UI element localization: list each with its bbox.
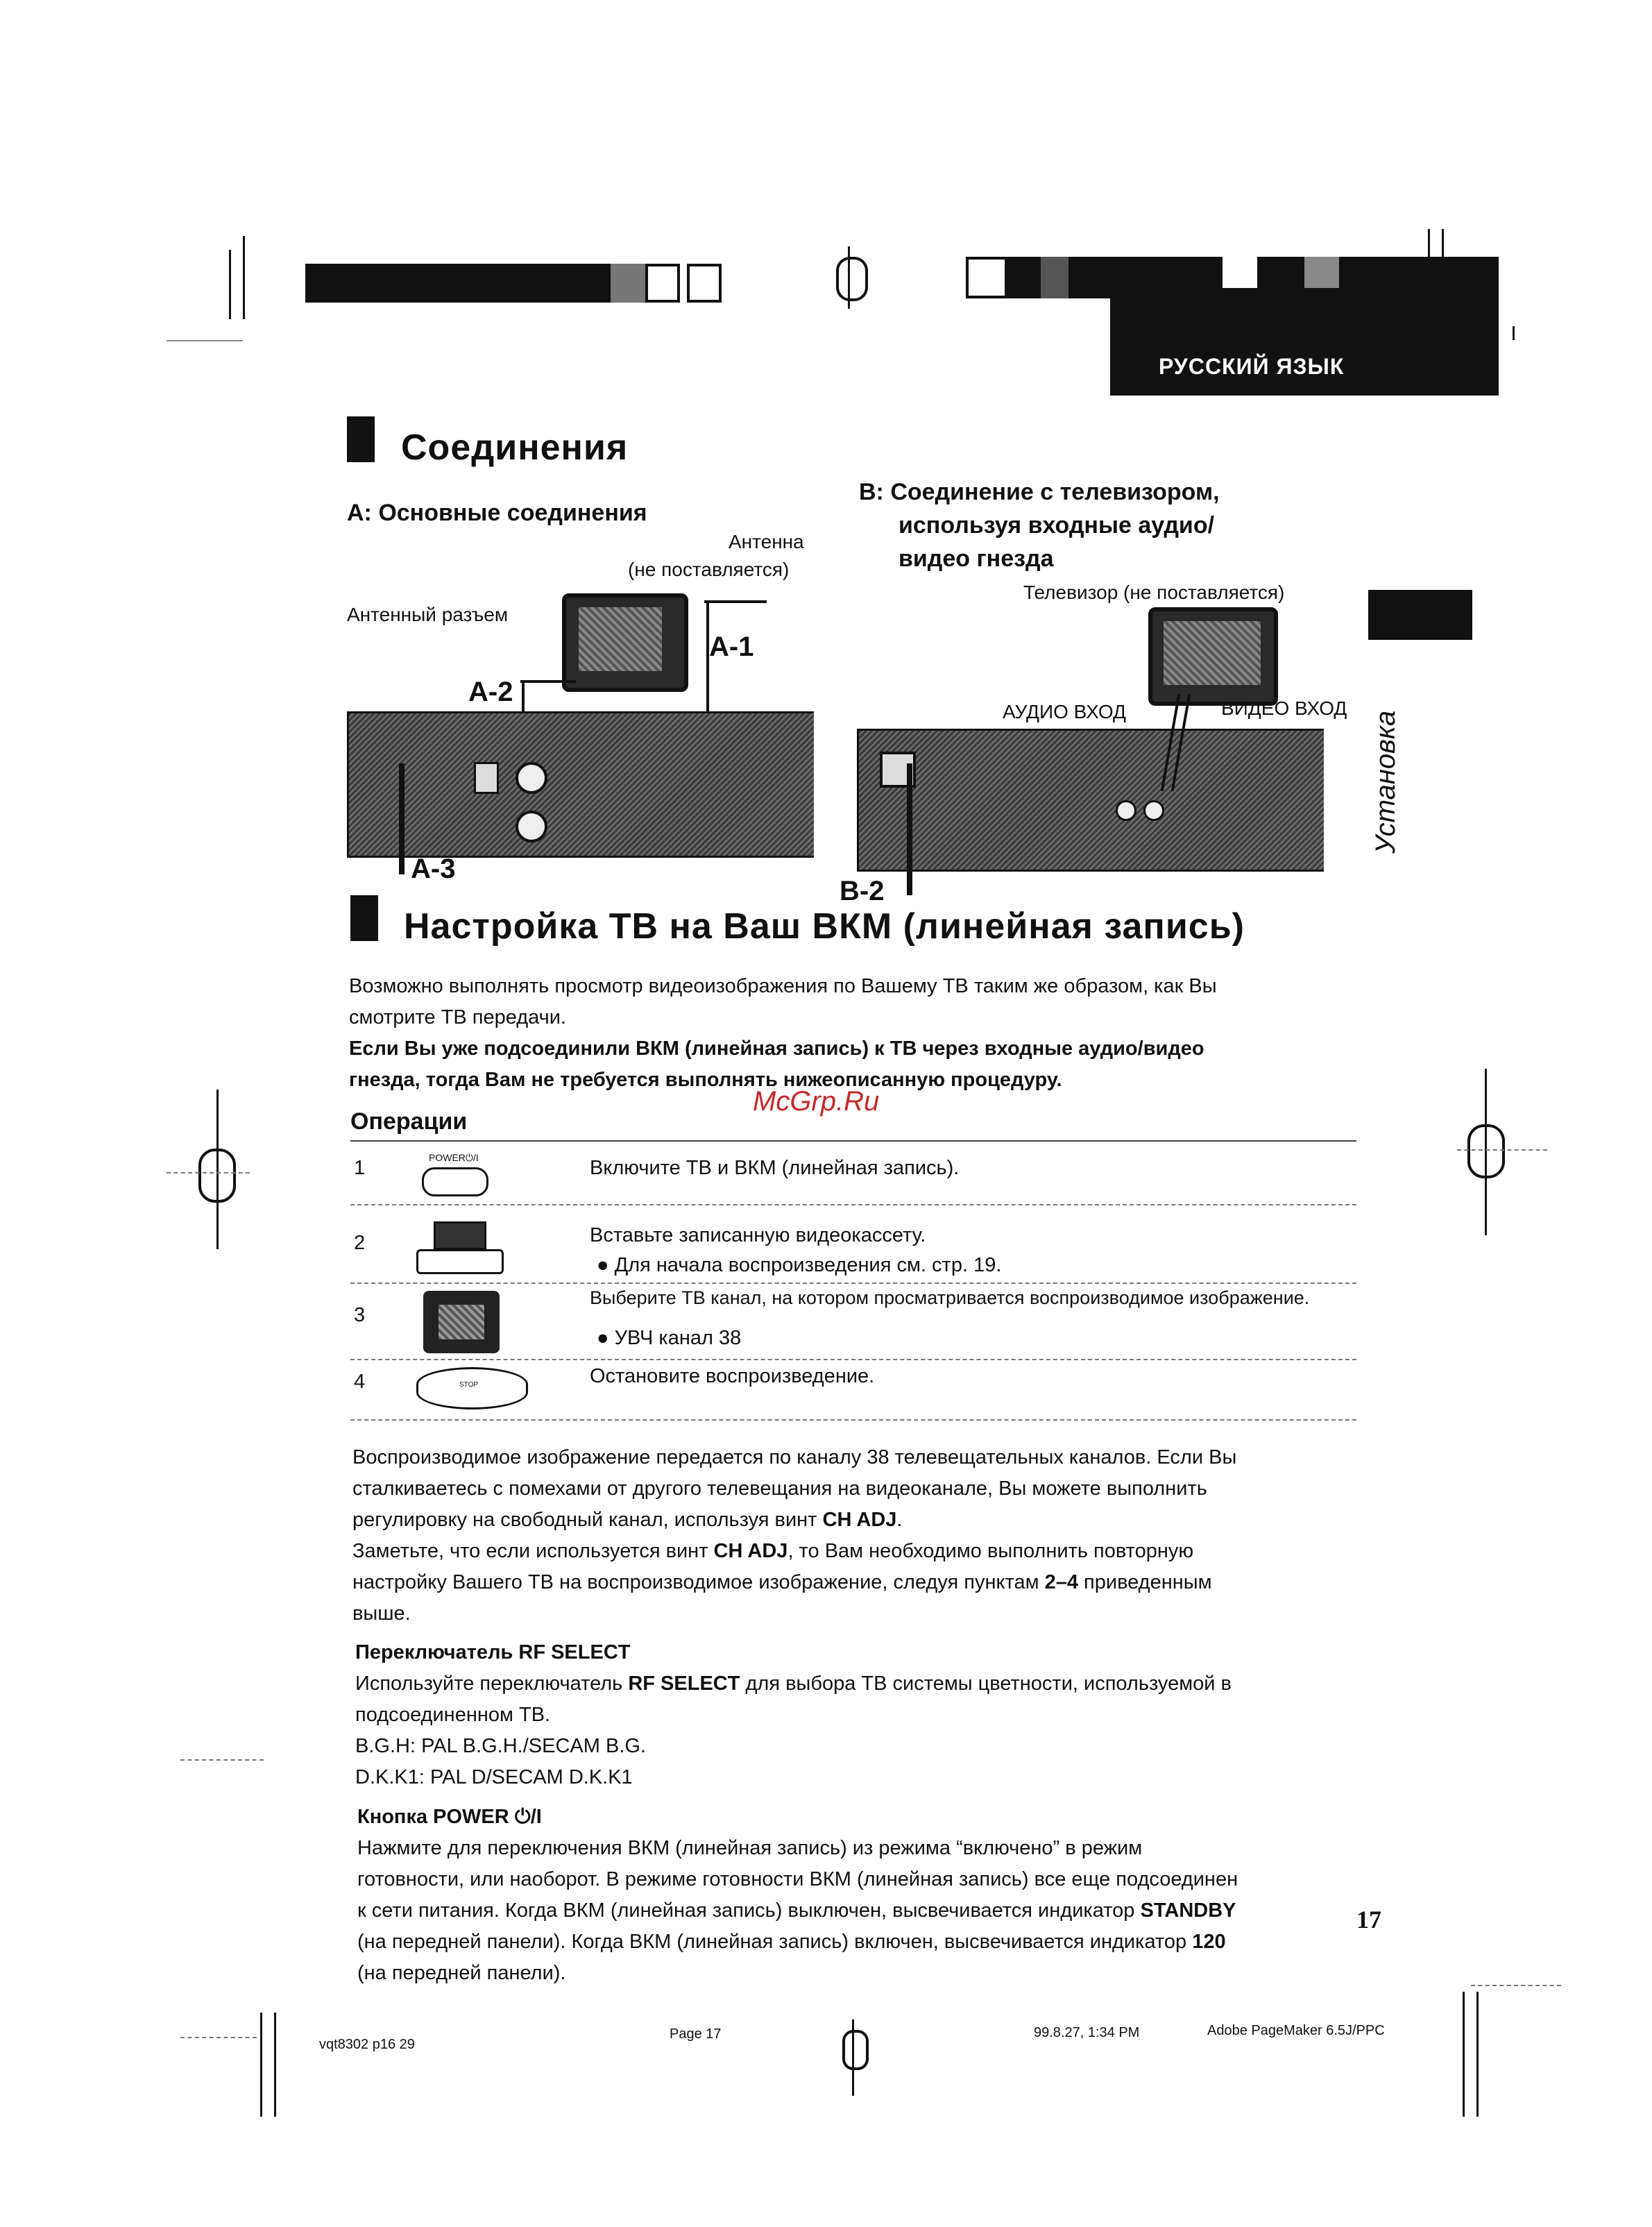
cable-b2 [907,763,912,895]
text-span: 120 [1192,1931,1226,1953]
rf-out-jack [516,762,547,794]
stop-label: STOP [459,1381,479,1389]
tv-screen-image [438,1305,484,1339]
power-button-icon [416,1152,493,1195]
cassette-insert-icon [416,1218,500,1273]
text-span: Используйте переключатель [355,1673,629,1695]
watermark: McGrp.Ru [753,1086,880,1117]
text-span: приведенным [1078,1571,1212,1593]
text-span: , то Вам необходимо выполнить повторную [787,1540,1194,1562]
density-patch [966,257,1007,298]
paragraph-line [357,1895,1236,1927]
density-patch [687,264,722,303]
paragraph-line: выше. [352,1602,411,1625]
tv-screen-icon [423,1291,500,1353]
step-text: Включите ТВ и ВКМ (линейная запись). [590,1157,960,1179]
step-text: Вставьте записанную видеокассету. [590,1224,926,1246]
text-span: CH ADJ [822,1509,897,1531]
text-span: RF SELECT [628,1673,740,1695]
text-span: настройку Вашего ТВ на воспроизводимое изображение, следуя пунктам [352,1571,1045,1593]
footer-file: vqt8302 p16 29 [319,2037,415,2052]
footer-page: Page 17 [670,2026,722,2042]
rf-select-title: Переключатель RF SELECT [355,1641,631,1663]
cassette-shape [434,1221,486,1250]
paragraph-line: сталкиваетесь с помехами от другого телевещания на видеоканале, Вы можете выполнить [352,1477,1207,1500]
paragraph-line: подсоединенном ТВ. [355,1704,551,1726]
density-patch [1041,257,1068,298]
crop-mark [1476,1992,1479,2117]
crop-mark [260,2013,262,2117]
tv-label: Телевизор (не поставляется) [1023,582,1285,603]
language-tab-label: РУССКИЙ ЯЗЫК [1159,354,1345,379]
step-number: 4 [354,1371,366,1393]
text-span: к сети питания. Когда ВКМ (линейная запись) выключен, высвечивается индикатор [357,1899,1141,1922]
crop-mark [167,340,243,341]
footer-app: Adobe PageMaker 6.5J/PPC [1207,2023,1385,2038]
label-a2: A-2 [468,677,513,707]
text-span: STANDBY [1140,1899,1236,1922]
antenna-icon [704,600,767,610]
crop-mark [216,1090,219,1249]
crop-mark [1463,1992,1465,2117]
table-rule [350,1140,1356,1142]
registration-mark [836,257,868,301]
crop-mark [1471,1985,1561,1986]
table-rule [350,1282,1356,1284]
text-span: для выбора ТВ системы цветности, используемой в [740,1673,1232,1695]
crop-mark [1485,1069,1487,1235]
step-text: Выберите ТВ канал, на котором просматривается воспроизводимое изображение. [590,1287,1310,1308]
note-line: Если Вы уже подсоединили ВКМ (линейная запись) к ТВ через входные аудио/видео [349,1038,1204,1060]
antenna-socket-label: Антенный разъем [347,604,509,625]
part-b-title-2: используя входные аудио/ [899,512,1215,539]
paragraph-line [352,1566,1212,1599]
vcr-connector [474,762,499,794]
table-rule [350,1204,1356,1205]
side-tab-label: Установка [1370,710,1401,854]
cable-a2 [520,680,576,683]
density-patch [645,264,680,303]
label-a3: A-3 [411,854,456,884]
paragraph-line: готовности, или наоборот. В режиме готовности ВКМ (линейная запись) все еще подсоединен [357,1868,1238,1890]
text-span: (на передней панели). Когда ВКМ (линейная запись) включен, высвечивается индикатор [357,1931,1193,1953]
audio-in-label: АУДИО ВХОД [1003,701,1126,722]
density-patch [1304,257,1339,288]
power-button-shape [422,1167,488,1196]
tv-illustration [1148,607,1278,706]
step-note: ● УВЧ канал 38 [597,1327,742,1349]
step-number: 1 [354,1157,366,1179]
footer-date: 99.8.27, 1:34 PM [1034,2025,1140,2040]
stop-button-icon [416,1360,527,1412]
section-title: Настройка ТВ на Ваш ВКМ (линейная запись) [404,906,1245,947]
part-b-title-3: видео гнезда [899,545,1054,572]
paragraph-line [352,1535,1193,1568]
section-title: Соединения [401,427,629,468]
text-span: CH ADJ [713,1540,788,1562]
label-b2: B-2 [840,876,885,906]
part-a-title: A: Основные соединения [347,500,647,526]
registration-mark [842,2030,869,2070]
text-span: регулировку на свободный канал, используя винт [352,1509,823,1531]
step-text: Остановите воспроизведение. [590,1365,875,1387]
label-a1: A-1 [709,632,754,662]
operations-title: Операции [350,1108,468,1135]
crop-mark [180,2037,257,2038]
paragraph-line [355,1668,1232,1700]
crop-mark [243,236,245,319]
text-span: 2–4 [1044,1571,1078,1593]
crop-mark [1513,326,1515,340]
power-button-title: Кнопка POWER ⏻/I [357,1806,542,1828]
crop-mark [167,1172,250,1174]
side-tab-block [1368,590,1472,640]
step-number: 3 [354,1304,366,1326]
density-patch [1223,257,1257,288]
tv-screen [579,607,662,671]
crop-mark [180,1759,264,1761]
paragraph-line: Воспроизводимое изображение передается по каналу 38 телевещательных каналов. Если Вы [352,1446,1237,1468]
vcr-slot-shape [416,1249,504,1274]
intro-line: Возможно выполнять просмотр видеоизображения по Вашему ТВ таким же образом, как Вы [349,975,1217,997]
intro-line: смотрите ТВ передачи. [349,1006,567,1028]
part-b-title-1: B: Соединение с телевизором, [859,479,1220,505]
text-span: . [896,1509,903,1531]
density-bar-left [305,264,611,303]
cable-a3 [399,763,405,874]
note-line: гнезда, тогда Вам не требуется выполнять нижеописанную процедуру. [349,1069,1062,1091]
rca-jack [1143,800,1164,821]
vcr-rear-panel-a [347,711,814,858]
antenna-label: Антенна [729,531,804,552]
video-in-label: ВИДЕО ВХОД [1221,697,1347,719]
paragraph-line: B.G.H: PAL B.G.H./SECAM B.G. [355,1735,646,1757]
paragraph-line [357,1926,1226,1958]
paragraph-line: (на передней панели). [357,1962,566,1984]
paragraph-line: Нажмите для переключения ВКМ (линейная запись) из режима “включено” в режим [357,1837,1143,1859]
crop-mark [848,246,850,309]
antenna-note: (не поставляется) [628,559,790,580]
crop-mark [229,250,231,319]
step-note: ● Для начала воспроизведения см. стр. 19. [597,1254,1002,1276]
page-number: 17 [1356,1906,1381,1933]
crop-mark [274,2013,276,2117]
paragraph-line: D.K.K1: PAL D/SECAM D.K.K1 [355,1766,633,1788]
paragraph-line [352,1504,902,1536]
rca-jack [1116,800,1136,821]
tv-screen [1164,621,1261,685]
power-label: POWER⏻/I [429,1152,479,1163]
text-span: Заметьте, что если используется винт [352,1540,714,1562]
density-patch [611,264,645,303]
crop-mark [1457,1149,1547,1151]
section-marker [350,895,378,941]
section-marker [347,416,375,462]
rf-in-jack [516,811,547,842]
vcr-rear-panel-b [857,729,1324,872]
crop-mark [852,2019,854,2096]
step-number: 2 [354,1232,366,1254]
tv-illustration [562,593,688,692]
table-rule [350,1419,1356,1421]
